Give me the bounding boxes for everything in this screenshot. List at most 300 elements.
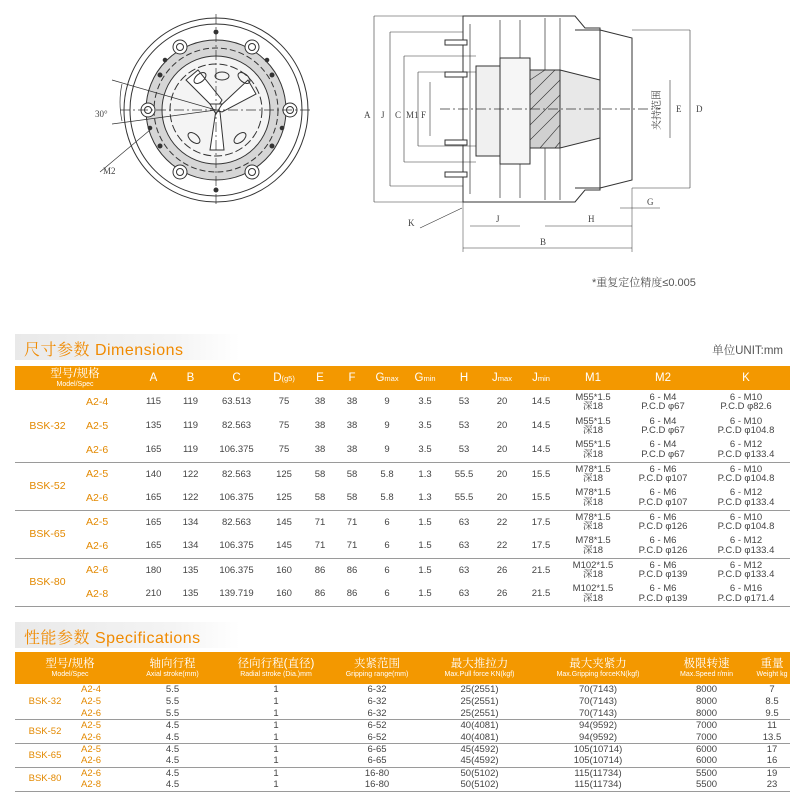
value-cell-d: 160 xyxy=(264,582,304,606)
value-cell-weight: 7 xyxy=(769,684,775,696)
table-row xyxy=(15,767,790,779)
value-cell-d: 75 xyxy=(278,396,290,408)
model-cell: BSK-52 xyxy=(15,720,75,744)
clamping-range-label: 夹持范围 xyxy=(652,90,663,130)
value-cell-gmin: 1.5 xyxy=(406,534,444,558)
value-cell-speed: 8000 xyxy=(695,684,718,696)
value-cell-speed: 6000 xyxy=(659,755,754,767)
value-cell-f: 38 xyxy=(336,438,368,462)
value-cell-b: 122 xyxy=(182,468,199,480)
m1-cell xyxy=(562,510,624,534)
value-cell-gmax: 9 xyxy=(384,396,390,408)
m2-cell xyxy=(624,534,702,558)
spec-col-max-speed: 极限转速 Max.Speed r/min xyxy=(659,652,754,684)
value-cell-a: 165 xyxy=(135,438,172,462)
value-cell-jmin: 21.5 xyxy=(520,582,562,606)
value-cell-speed: 7000 xyxy=(659,732,754,744)
spec-cell: A2-6 xyxy=(80,534,135,558)
value-cell-b: 135 xyxy=(172,582,209,606)
m1-cell-line-1: M55*1.5 xyxy=(575,439,611,451)
value-cell-radial: 1 xyxy=(273,696,279,708)
k-cell-line-2: P.C.D φ133.4 xyxy=(717,496,775,508)
spec-col-axial-stroke: 轴向行程 Axial stroke(mm) xyxy=(125,652,220,684)
m1-cell-line-1: M78*1.5 xyxy=(575,535,611,547)
spec-col-weight: 重量 Weight kg xyxy=(754,652,790,684)
value-cell-d: 125 xyxy=(276,468,292,480)
dim-label-e: E xyxy=(676,104,682,114)
value-cell-weight: 11 xyxy=(767,720,777,732)
value-cell-c: 106.375 xyxy=(219,564,254,576)
spec-col-gripping-range: 夹紧范围 Gripping range(mm) xyxy=(332,652,422,684)
specifications-section-title: 性能参数 Specifications xyxy=(24,630,201,647)
value-cell-f: 58 xyxy=(346,468,358,480)
value-cell-gmax: 9 xyxy=(384,420,390,432)
spec-cell: A2-5 xyxy=(86,516,109,528)
value-cell-b: 135 xyxy=(182,564,199,576)
k-cell-line-1: 6 - M16 xyxy=(729,583,763,595)
value-cell-speed: 8000 xyxy=(659,708,754,720)
spec-cell: A2-6 xyxy=(80,438,135,462)
col-a: A xyxy=(135,366,172,390)
value-cell-h: 63 xyxy=(444,534,484,558)
value-cell-axial: 4.5 xyxy=(125,779,220,791)
value-cell-gmin: 3.5 xyxy=(406,438,444,462)
specifications-table-body xyxy=(15,684,790,791)
m2-cell-line-2: P.C.D φ67 xyxy=(641,448,685,460)
value-cell-c: 82.563 xyxy=(221,516,252,528)
table-row xyxy=(15,534,790,558)
value-cell-jmin: 14.5 xyxy=(531,420,551,432)
value-cell-f: 38 xyxy=(346,420,358,432)
spec-cell: A2-5 xyxy=(81,743,102,755)
dim-label-j-bottom: J xyxy=(496,214,500,224)
table-row xyxy=(15,696,790,708)
col-j-max: Jmax xyxy=(484,366,520,390)
k-cell-line-1: 6 - M12 xyxy=(729,559,763,571)
value-cell-f: 38 xyxy=(346,396,358,408)
m1-cell-line-2: 深18 xyxy=(582,425,604,436)
value-cell-gmax: 6 xyxy=(368,534,406,558)
value-cell-a: 165 xyxy=(135,534,172,558)
value-cell-f: 71 xyxy=(346,516,358,528)
m2-cell-line-1: 6 - M6 xyxy=(649,559,677,571)
value-cell-axial: 4.5 xyxy=(125,755,220,767)
spec-cell: A2-6 xyxy=(80,486,135,510)
value-cell-range: 16-80 xyxy=(364,767,390,779)
m1-cell xyxy=(562,390,624,414)
value-cell-e: 38 xyxy=(304,438,336,462)
m2-cell xyxy=(624,462,702,486)
dim-label-k: K xyxy=(408,218,415,228)
k-cell xyxy=(702,534,790,558)
value-cell-a: 180 xyxy=(145,564,162,576)
m1-cell xyxy=(562,558,624,582)
value-cell-jmax: 20 xyxy=(484,438,520,462)
value-cell-e: 86 xyxy=(314,564,326,576)
k-cell-line-1: 6 - M12 xyxy=(729,439,763,451)
value-cell-e: 71 xyxy=(314,516,326,528)
value-cell-jmax: 20 xyxy=(496,396,508,408)
m1-cell-line-1: M78*1.5 xyxy=(575,463,611,475)
angle-label: 30° xyxy=(95,109,108,119)
k-cell-line-2: P.C.D φ104.8 xyxy=(717,473,775,485)
m1-cell-line-1: M55*1.5 xyxy=(575,391,611,403)
value-cell-range: 6-52 xyxy=(367,720,387,732)
value-cell-a: 115 xyxy=(145,396,162,408)
repeat-accuracy-note: *重复定位精度≤0.005 xyxy=(592,277,696,289)
k-cell-line-2: P.C.D φ133.4 xyxy=(717,448,775,460)
value-cell-weight: 9.5 xyxy=(754,708,790,720)
col-e: E xyxy=(304,366,336,390)
value-cell-gmin: 1.3 xyxy=(406,486,444,510)
unit-label: 单位UNIT:mm xyxy=(712,345,783,357)
table-row xyxy=(15,438,790,462)
value-cell-weight: 17 xyxy=(766,743,778,755)
col-g-max: Gmax xyxy=(368,366,406,390)
value-cell-grip: 94(9592) xyxy=(579,720,618,732)
m2-cell xyxy=(624,558,702,582)
value-cell-gmax: 6 xyxy=(384,564,390,576)
m1-cell-line-1: M78*1.5 xyxy=(575,487,611,499)
col-g-min: Gmin xyxy=(406,366,444,390)
value-cell-h: 63 xyxy=(444,582,484,606)
value-cell-weight: 13.5 xyxy=(754,732,790,744)
dim-label-h: H xyxy=(588,214,595,224)
value-cell-d: 125 xyxy=(264,486,304,510)
model-cell: BSK-65 xyxy=(15,743,75,767)
value-cell-range: 6-52 xyxy=(332,732,422,744)
m2-cell xyxy=(624,510,702,534)
value-cell-gmin: 1.5 xyxy=(418,564,432,576)
dim-label-g: G xyxy=(647,197,654,207)
value-cell-a: 210 xyxy=(135,582,172,606)
value-cell-weight: 8.5 xyxy=(765,696,779,708)
value-cell-b: 119 xyxy=(182,420,199,432)
value-cell-f: 86 xyxy=(336,582,368,606)
m2-cell xyxy=(624,438,702,462)
m2-cell-line-1: 6 - M6 xyxy=(649,511,677,523)
col-c: C xyxy=(209,366,264,390)
value-cell-e: 86 xyxy=(304,582,336,606)
value-cell-gmin: 1.5 xyxy=(418,516,432,528)
side-view-drawing xyxy=(0,0,805,260)
value-cell-gmax: 9 xyxy=(368,438,406,462)
m1-cell xyxy=(562,534,624,558)
model-cell: BSK-80 xyxy=(15,767,75,791)
m2-cell-line-1: 6 - M4 xyxy=(649,415,677,427)
col-m2: M2 xyxy=(624,366,702,390)
spec-col-max-pull-force: 最大推拉力 Max.Pull force KN(kgf) xyxy=(422,652,537,684)
k-cell xyxy=(702,414,790,438)
value-cell-e: 58 xyxy=(304,486,336,510)
value-cell-speed: 7000 xyxy=(695,720,718,732)
value-cell-a: 165 xyxy=(135,486,172,510)
table-row xyxy=(15,462,790,486)
model-cell: BSK-32 xyxy=(15,684,75,720)
value-cell-grip: 70(7143) xyxy=(537,708,659,720)
spec-cell: A2-8 xyxy=(80,582,135,606)
value-cell-axial: 5.5 xyxy=(165,696,180,708)
value-cell-pull: 25(2551) xyxy=(422,708,537,720)
table-row xyxy=(15,743,790,755)
dim-label-d: D xyxy=(696,104,703,114)
value-cell-b: 122 xyxy=(172,486,209,510)
spec-cell: A2-4 xyxy=(86,395,109,408)
k-cell xyxy=(702,558,790,582)
spec-cell: A2-8 xyxy=(75,779,125,791)
k-cell-line-1: 6 - M12 xyxy=(729,487,763,499)
value-cell-jmin: 17.5 xyxy=(531,516,551,528)
dim-label-c: C xyxy=(395,110,402,120)
value-cell-speed: 5500 xyxy=(659,779,754,791)
dimensions-section-title: 尺寸参数 Dimensions xyxy=(24,342,184,359)
k-cell xyxy=(702,462,790,486)
k-cell-line-1: 6 - M10 xyxy=(729,391,763,403)
value-cell-radial: 1 xyxy=(220,779,332,791)
spec-cell: A2-6 xyxy=(75,755,125,767)
value-cell-grip: 70(7143) xyxy=(579,696,618,708)
value-cell-pull: 45(4592) xyxy=(422,755,537,767)
m2-cell-line-2: P.C.D φ126 xyxy=(638,521,688,533)
specifications-section-title-bar xyxy=(15,622,240,648)
value-cell-b: 119 xyxy=(182,396,199,408)
value-cell-speed: 8000 xyxy=(695,696,718,708)
value-cell-e: 38 xyxy=(314,396,326,408)
k-cell-line-1: 6 - M12 xyxy=(729,535,763,547)
k-cell xyxy=(702,510,790,534)
m2-cell xyxy=(624,582,702,606)
value-cell-radial: 1 xyxy=(220,708,332,720)
value-cell-h: 63 xyxy=(458,564,470,576)
k-cell-line-2: P.C.D φ133.4 xyxy=(717,544,775,556)
value-cell-gmax: 5.8 xyxy=(368,486,406,510)
m2-cell xyxy=(624,414,702,438)
spec-cell: A2-6 xyxy=(75,708,125,720)
m1-cell xyxy=(562,462,624,486)
value-cell-e: 58 xyxy=(314,468,326,480)
value-cell-axial: 5.5 xyxy=(125,708,220,720)
table-row xyxy=(15,558,790,582)
table-row xyxy=(15,414,790,438)
m2-label: M2 xyxy=(103,166,116,176)
value-cell-radial: 1 xyxy=(273,767,279,779)
model-cell: BSK-52 xyxy=(15,462,80,510)
value-cell-jmax: 26 xyxy=(496,564,508,576)
value-cell-range: 6-32 xyxy=(332,708,422,720)
value-cell-weight: 23 xyxy=(754,779,790,791)
value-cell-jmin: 21.5 xyxy=(531,564,551,576)
specifications-header-row xyxy=(15,652,790,684)
m1-cell-line-2: 深18 xyxy=(582,569,604,581)
value-cell-c: 82.563 xyxy=(221,468,252,480)
value-cell-range: 6-32 xyxy=(367,684,387,696)
spec-cell: A2-5 xyxy=(86,419,109,432)
value-cell-radial: 1 xyxy=(273,684,279,696)
value-cell-b: 119 xyxy=(172,438,209,462)
value-cell-b: 134 xyxy=(172,534,209,558)
spec-col-radial-stroke: 径向行程(直径) Radial stroke (Dia.)mm xyxy=(220,652,332,684)
model-cell: BSK-65 xyxy=(15,510,80,558)
k-cell-line-2: P.C.D φ82.6 xyxy=(720,401,772,412)
value-cell-d: 145 xyxy=(264,534,304,558)
k-cell-line-2: P.C.D φ104.8 xyxy=(717,521,775,533)
spec-col-max-gripping-force: 最大夹紧力 Max.Gripping forceKN(kgf) xyxy=(537,652,659,684)
col-k: K xyxy=(702,366,790,390)
value-cell-gmin: 3.5 xyxy=(418,420,432,432)
k-cell-line-1: 6 - M10 xyxy=(729,511,763,523)
value-cell-pull: 50(5102) xyxy=(460,767,499,779)
m1-cell xyxy=(562,414,624,438)
value-cell-d: 145 xyxy=(276,516,292,528)
value-cell-range: 16-80 xyxy=(332,779,422,791)
value-cell-jmax: 20 xyxy=(496,468,508,480)
table-row xyxy=(15,708,790,720)
value-cell-f: 58 xyxy=(336,486,368,510)
value-cell-weight: 16 xyxy=(754,755,790,767)
value-cell-gmin: 1.5 xyxy=(406,582,444,606)
m1-cell-line-1: M78*1.5 xyxy=(575,511,611,523)
col-h: H xyxy=(444,366,484,390)
m1-cell-line-2: 深18 xyxy=(582,401,604,412)
col-model-spec: 型号/规格 Model/Spec xyxy=(15,366,135,390)
m1-cell-line-2: 深18 xyxy=(582,448,604,460)
value-cell-pull: 25(2551) xyxy=(460,684,499,696)
m1-cell-line-2: 深18 xyxy=(582,473,604,485)
dim-label-j: J xyxy=(381,110,385,120)
value-cell-b: 134 xyxy=(182,516,199,528)
value-cell-radial: 1 xyxy=(273,720,279,732)
value-cell-range: 6-65 xyxy=(367,743,387,755)
value-cell-f: 86 xyxy=(346,564,358,576)
m1-cell-line-2: 深18 xyxy=(582,544,604,556)
value-cell-c: 139.719 xyxy=(209,582,264,606)
model-cell: BSK-32 xyxy=(15,390,80,462)
value-cell-h: 55.5 xyxy=(454,468,474,480)
value-cell-jmax: 22 xyxy=(496,516,508,528)
value-cell-jmin: 15.5 xyxy=(531,468,551,480)
value-cell-grip: 70(7143) xyxy=(579,684,618,696)
m2-cell-line-2: P.C.D φ107 xyxy=(638,473,688,485)
value-cell-gmax: 5.8 xyxy=(380,468,394,480)
value-cell-range: 6-32 xyxy=(367,696,387,708)
value-cell-h: 53 xyxy=(458,396,470,408)
k-cell xyxy=(702,486,790,510)
model-cell: BSK-80 xyxy=(15,558,80,606)
spec-cell: A2-5 xyxy=(81,696,102,708)
value-cell-pull: 50(5102) xyxy=(422,779,537,791)
m2-cell-line-2: P.C.D φ139 xyxy=(638,592,688,604)
value-cell-speed: 6000 xyxy=(695,743,718,755)
table-row xyxy=(15,684,790,696)
m2-cell-line-2: P.C.D φ139 xyxy=(638,569,688,581)
col-j-min: Jmin xyxy=(520,366,562,390)
m2-cell xyxy=(624,486,702,510)
spec-cell: A2-6 xyxy=(86,564,109,576)
value-cell-h: 53 xyxy=(458,420,470,432)
m1-cell-line-2: 深18 xyxy=(582,521,604,533)
spec-cell: A2-6 xyxy=(75,732,125,744)
table-row xyxy=(15,779,790,791)
m1-cell xyxy=(562,582,624,606)
value-cell-gmin: 3.5 xyxy=(418,396,432,408)
value-cell-f: 71 xyxy=(336,534,368,558)
value-cell-axial: 4.5 xyxy=(165,743,180,755)
value-cell-axial: 4.5 xyxy=(165,767,180,779)
k-cell-line-2: P.C.D φ133.4 xyxy=(717,569,775,581)
m2-cell xyxy=(624,390,702,414)
m1-cell-line-1: M102*1.5 xyxy=(572,559,614,571)
m1-cell-line-2: 深18 xyxy=(582,496,604,508)
value-cell-gmax: 6 xyxy=(384,516,390,528)
value-cell-pull: 40(4081) xyxy=(422,732,537,744)
value-cell-pull: 45(4592) xyxy=(460,743,499,755)
specifications-table xyxy=(15,652,790,792)
value-cell-grip: 115(11734) xyxy=(537,779,659,791)
table-row xyxy=(15,582,790,606)
table-row xyxy=(15,755,790,767)
m2-cell-line-1: 6 - M6 xyxy=(649,583,677,595)
value-cell-jmin: 17.5 xyxy=(520,534,562,558)
col-b: B xyxy=(172,366,209,390)
m2-cell-line-1: 6 - M6 xyxy=(649,463,677,475)
value-cell-jmax: 22 xyxy=(484,534,520,558)
m2-cell-line-1: 6 - M4 xyxy=(649,391,677,403)
dimensions-header-row xyxy=(15,366,790,390)
spec-cell: A2-5 xyxy=(86,468,109,480)
m2-cell-line-1: 6 - M6 xyxy=(649,487,677,499)
value-cell-a: 135 xyxy=(145,420,162,432)
value-cell-h: 55.5 xyxy=(444,486,484,510)
m2-cell-line-1: 6 - M6 xyxy=(649,535,677,547)
spec-cell: A2-6 xyxy=(81,767,102,779)
spec-cell: A2-4 xyxy=(81,684,102,696)
value-cell-c: 106.375 xyxy=(209,438,264,462)
m1-cell-line-1: M102*1.5 xyxy=(572,583,614,595)
value-cell-axial: 5.5 xyxy=(165,684,180,696)
table-row xyxy=(15,510,790,534)
value-cell-jmin: 14.5 xyxy=(531,396,551,408)
m1-cell xyxy=(562,486,624,510)
value-cell-radial: 1 xyxy=(273,743,279,755)
m2-cell-line-2: P.C.D φ107 xyxy=(638,496,688,508)
k-cell xyxy=(702,438,790,462)
col-d: D(g5) xyxy=(264,366,304,390)
m2-cell-line-2: P.C.D φ67 xyxy=(641,401,685,412)
dim-label-f: F xyxy=(421,110,427,120)
spec-col-model-spec: 型号/规格 Model/Spec xyxy=(15,652,125,684)
table-row xyxy=(15,732,790,744)
dim-label-b: B xyxy=(540,237,547,247)
value-cell-h: 53 xyxy=(444,438,484,462)
value-cell-pull: 40(4081) xyxy=(460,720,499,732)
m2-cell-line-1: 6 - M4 xyxy=(649,439,677,451)
value-cell-jmax: 26 xyxy=(484,582,520,606)
value-cell-jmin: 15.5 xyxy=(520,486,562,510)
m2-cell-line-2: P.C.D φ67 xyxy=(641,425,685,436)
table-row xyxy=(15,486,790,510)
value-cell-grip: 94(9592) xyxy=(537,732,659,744)
table-row xyxy=(15,720,790,732)
value-cell-c: 106.375 xyxy=(209,486,264,510)
dimensions-table xyxy=(15,366,790,607)
value-cell-axial: 4.5 xyxy=(165,720,180,732)
value-cell-radial: 1 xyxy=(220,755,332,767)
m1-cell-line-2: 深18 xyxy=(582,592,604,604)
value-cell-gmax: 6 xyxy=(368,582,406,606)
value-cell-h: 63 xyxy=(458,516,470,528)
value-cell-jmax: 20 xyxy=(484,486,520,510)
dim-label-m1: M1 xyxy=(406,110,419,120)
